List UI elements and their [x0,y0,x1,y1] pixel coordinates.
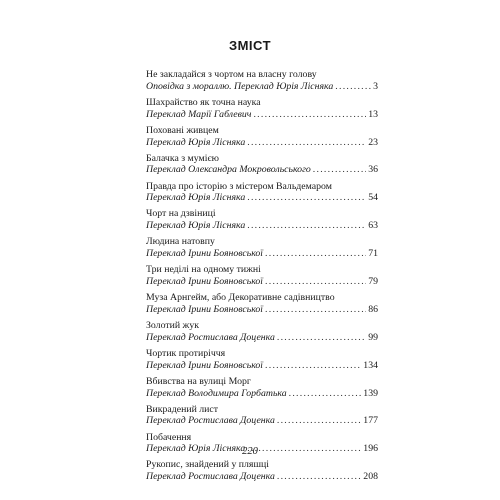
toc-entry [146,69,378,93]
dot-leader [265,360,361,372]
toc-entry [146,320,378,344]
entry-subline [146,81,378,93]
dot-leader [277,415,361,427]
entry-subline [146,360,378,372]
entry-page-number: 177 [363,415,378,427]
toc-entry [146,125,378,149]
entry-title: Не закладайся з чортом на власну голову [146,69,317,80]
toc-heading: ЗМІСТ [228,38,272,53]
dot-leader [313,164,366,176]
entry-title: Чортик протиріччя [146,347,226,359]
dot-leader [335,81,371,93]
entry-translator: Переклад Марії Габлевич [146,108,252,120]
toc-entry [146,236,378,260]
entry-page-number: 139 [363,387,378,399]
entry-subline [146,220,378,232]
entry-subline [146,471,378,483]
entry-translator: Переклад Ірини Бояновської [146,359,264,371]
entry-title: Золотий жук [146,320,199,332]
toc-entry [146,97,378,121]
entry-translator: Переклад Юрія Лісняка [146,220,246,232]
dot-leader [247,137,366,149]
entry-subline [146,248,378,260]
toc-entry [146,264,378,288]
entry-translator: Оповідка з мораллю. Переклад Юрія Лісняка [146,80,334,92]
dot-leader [265,248,366,260]
entry-page-number: 36 [368,164,378,176]
page-number: 220 [242,446,258,457]
dot-leader [265,304,366,316]
toc-entry [146,181,378,205]
entry-translator: Переклад Володимира Горбатька [146,387,287,399]
entry-page-number: 23 [368,136,378,148]
entry-page-number: 54 [368,192,378,204]
toc-entry [146,459,378,483]
entry-title: Викрадений лист [146,403,219,415]
dot-leader [253,109,366,121]
toc-entry [146,404,378,428]
table-of-contents [146,69,378,487]
entry-title: Три неділі на одному тижні [146,264,261,276]
entry-title: Вбивства на вулиці Морг [146,375,251,387]
toc-entry [146,153,378,177]
entry-page-number: 13 [368,108,378,120]
entry-title: Чорт на дзвіниці [146,208,216,220]
entry-subline [146,276,378,288]
entry-title: Шахрайство як точна наука [146,96,261,108]
entry-page-number: 3 [373,80,378,92]
toc-entry [146,376,378,400]
entry-page-number: 99 [368,331,378,343]
entry-subline [146,137,378,149]
toc-entry [146,348,378,372]
entry-translator: Переклад Ростислава Доценка [146,331,275,343]
entry-title: Балачка з мумією [146,152,219,164]
dot-leader [247,220,366,232]
dot-leader [277,471,361,483]
entry-translator: Переклад Юрія Лісняка [146,443,246,455]
entry-page-number: 196 [363,443,378,455]
entry-subline [146,109,378,121]
entry-page-number: 134 [363,359,378,371]
entry-subline [146,415,378,427]
entry-page-number: 79 [368,276,378,288]
entry-page-number: 86 [368,303,378,315]
entry-translator: Переклад Ростислава Доценка [146,471,275,483]
entry-subline [146,164,378,176]
entry-title: Рукопис, знайдений у пляшці [146,459,269,471]
entry-title: Правда про історію з містером Вальдемаром [146,180,332,192]
entry-title: Поховані живцем [146,124,219,136]
entry-translator: Переклад Ірини Бояновської [146,303,264,315]
dot-leader [289,388,362,400]
entry-translator: Переклад Юрія Лісняка [146,136,246,148]
entry-page-number: 208 [363,471,378,483]
dot-leader [277,332,366,344]
entry-subline [146,332,378,344]
entry-subline [146,388,378,400]
entry-subline [146,192,378,204]
entry-subline [146,304,378,316]
entry-title: Побачення [146,431,192,443]
entry-translator: Переклад Олександра Мокровольського [146,164,311,176]
entry-page-number: 71 [368,248,378,260]
entry-page-number: 63 [368,220,378,232]
entry-translator: Переклад Ірини Бояновської [146,276,264,288]
dot-leader [247,192,366,204]
entry-translator: Переклад Юрія Лісняка [146,192,246,204]
entry-title: Людина натовпу [146,236,215,248]
entry-translator: Переклад Ростислава Доценка [146,415,275,427]
entry-translator: Переклад Ірини Бояновської [146,248,264,260]
toc-entry [146,292,378,316]
dot-leader [265,276,366,288]
toc-entry [146,208,378,232]
entry-title: Муза Арнгейм, або Декоративне садівництво [146,292,335,304]
